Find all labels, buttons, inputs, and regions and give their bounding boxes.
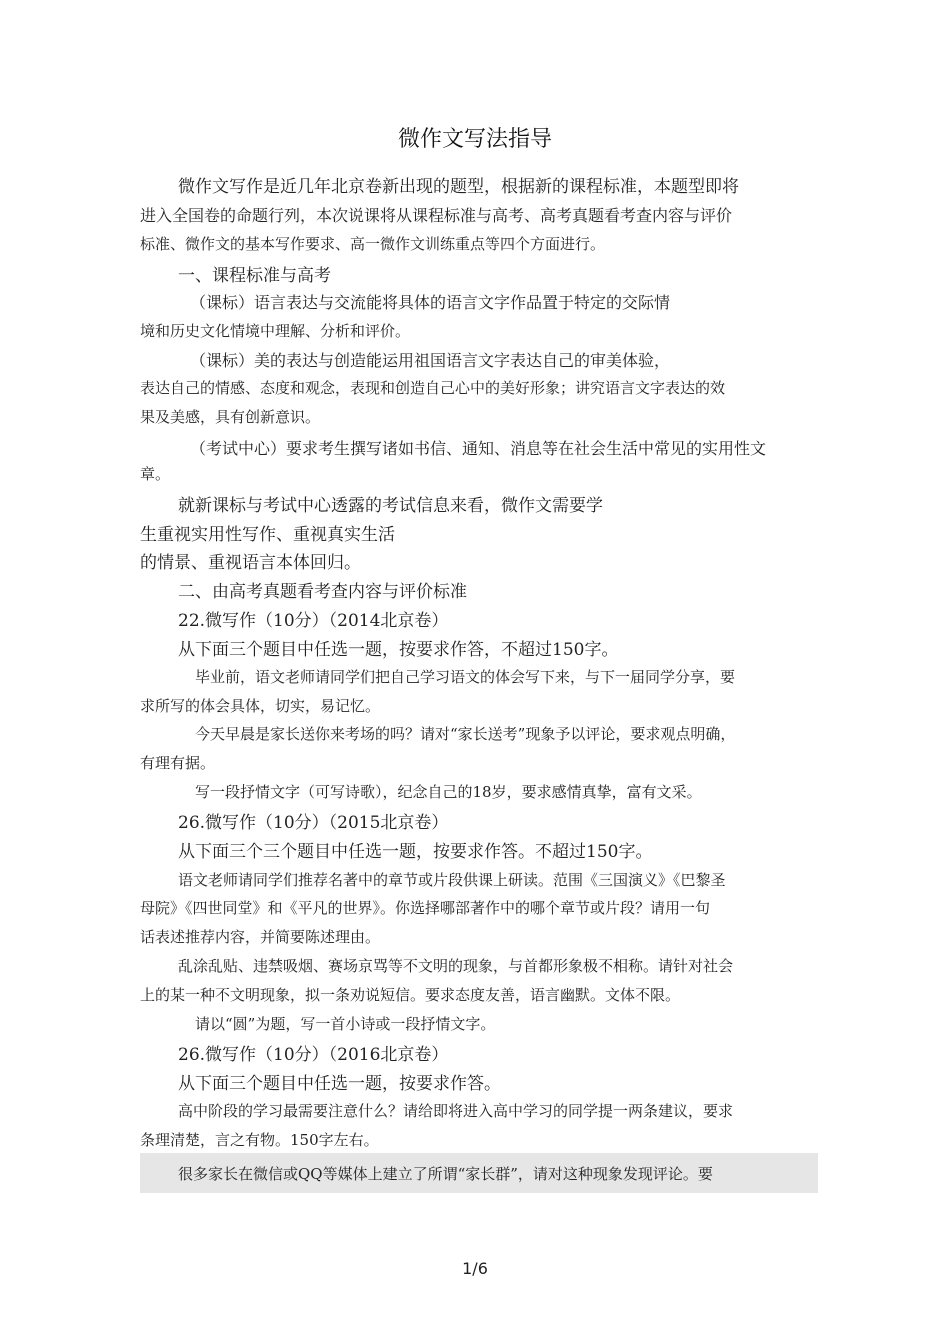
paragraph-line: 从下面三个三个题目中任选一题，按要求作答。不超过150字。: [178, 842, 653, 862]
paragraph-line: 有理有据。: [140, 754, 216, 772]
section-heading: 一、课程标准与高考: [178, 266, 331, 286]
section-heading: 二、由高考真题看考查内容与评价标准: [178, 582, 467, 602]
page-number: 1/6: [462, 1259, 488, 1278]
page-title: 微作文写法指导: [397, 127, 552, 152]
paragraph-line: 就新课标与考试中心透露的考试信息来看，微作文需要学: [178, 496, 603, 516]
paragraph-line: 微作文写作是近几年北京卷新出现的题型，根据新的课程标准，本题型即将: [178, 177, 739, 197]
paragraph-line: 高中阶段的学习最需要注意什么？请给即将进入高中学习的同学提一两条建议，要求: [178, 1102, 734, 1120]
paragraph-line: 请以“圆”为题，写一首小诗或一段抒情文字。: [195, 1015, 496, 1033]
paragraph-line: 标准、微作文的基本写作要求、高一微作文训练重点等四个方面进行。: [140, 235, 606, 253]
paragraph-line: （课标）语言表达与交流能将具体的语言文字作品置于特定的交际情: [190, 293, 671, 312]
paragraph-line: 母院》《四世同堂》和《平凡的世界》。你选择哪部著作中的哪个章节或片段？请用一句: [140, 899, 711, 917]
paragraph-line: 上的某一种不文明现象，拟一条劝说短信。要求态度友善，语言幽默。文体不限。: [140, 986, 681, 1004]
paragraph-line: 求所写的体会具体，切实，易记忆。: [140, 697, 381, 715]
paragraph-line: 今天早晨是家长送你来考场的吗？请对“家长送考”现象予以评论，要求观点明确，: [195, 725, 736, 743]
question-heading: 22.微写作（10分）（2014北京卷）: [178, 611, 449, 631]
paragraph-line: 章。: [140, 465, 171, 483]
shaded-paragraph: [140, 1153, 818, 1193]
paragraph-line: 生重视实用性写作、重视真实生活: [140, 525, 395, 545]
paragraph-line: 境和历史文化情境中理解、分析和评价。: [140, 322, 411, 340]
paragraph-line: 毕业前，语文老师请同学们把自己学习语文的体会写下来，与下一届同学分享，要: [195, 668, 736, 686]
question-heading: 26.微写作（10分）（2015北京卷）: [178, 813, 449, 833]
paragraph-line: 写一段抒情文字（可写诗歌），纪念自己的18岁，要求感情真挚，富有文采。: [195, 783, 702, 801]
paragraph-line: （课标）美的表达与创造能运用祖国语言文字表达自己的审美体验，: [190, 351, 671, 370]
paragraph-line: 话表述推荐内容，并简要陈述理由。: [140, 928, 381, 946]
shaded-paragraph-text: 很多家长在微信或QQ等媒体上建立了所谓“家长群”，请对这种现象发现评论。要: [178, 1165, 713, 1183]
paragraph-line: 表达自己的情感、态度和观念，表现和创造自己心中的美好形象；讲究语言文字表达的效: [140, 379, 726, 397]
paragraph-line: （考试中心）要求考生撰写诸如书信、通知、消息等在社会生活中常见的实用性文: [190, 439, 767, 458]
paragraph-line: 乱涂乱贴、违禁吸烟、赛场京骂等不文明的现象，与首都形象极不相称。请针对社会: [178, 957, 734, 975]
paragraph-line: 条理清楚，言之有物。150字左右。: [140, 1131, 379, 1149]
paragraph-line: 果及美感，具有创新意识。: [140, 408, 321, 426]
paragraph-line: 的情景、重视语言本体回归。: [140, 553, 361, 573]
paragraph-line: 语文老师请同学们推荐名著中的章节或片段供课上研读。范围《三国演义》《巴黎圣: [178, 871, 726, 889]
paragraph-line: 从下面三个题目中任选一题，按要求作答。: [178, 1074, 501, 1094]
paragraph-line: 进入全国卷的命题行列，本次说课将从课程标准与高考、高考真题看考查内容与评价: [140, 206, 733, 225]
question-heading: 26.微写作（10分）（2016北京卷）: [178, 1045, 449, 1065]
paragraph-line: 从下面三个题目中任选一题，按要求作答，不超过150字。: [178, 640, 619, 660]
